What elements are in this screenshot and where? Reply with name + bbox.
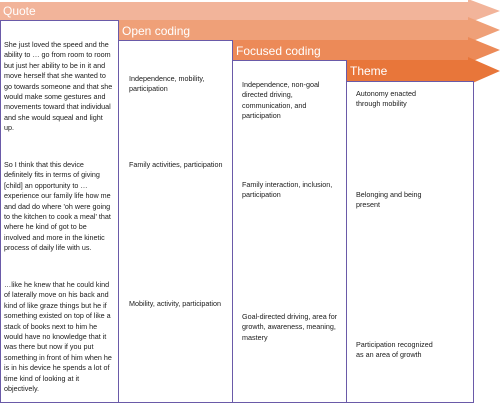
open-coding-cell: Independence, mobility, participation (129, 74, 205, 94)
theme-header: Theme (350, 64, 388, 78)
quote-cell: …like he knew that he could kind of laterally move on his back and kind of like graze things but he if something existed on top of like a stack of books next to him he would have no knowledge that it was there but now if you put something in front of him when he is in his device he spends a lot of time kind of looking at it objectively. (4, 280, 112, 394)
theme-cell: Belonging and being present (356, 190, 422, 210)
focused-coding-cell: Goal-directed driving, area for growth, awareness, meaning, mastery (242, 312, 338, 342)
open-coding-cell: Family activities, participation (129, 160, 223, 169)
quote-cell: She just loved the speed and the ability to … go from room to room but just her ability to be in it and move herself that she wanted to go towards someone and that she would make some gestures and movements toward that individual and she would squeal and light up. (4, 40, 113, 133)
focused-coding-cell: Family interaction, inclusion, participation (242, 180, 333, 200)
quote-header: Quote (3, 4, 36, 18)
open-coding-header: Open coding (122, 24, 191, 38)
focused-coding-header: Focused coding (236, 44, 321, 58)
quote-cell: So I think that this device definitely fits in terms of giving [child] an opportunity to … experience our family life how me and dad do where 'oh were going to the kitchen to cook a meal' that where he kind of got to be involved and more in the kinetic process of daily life with us. (4, 160, 111, 253)
theme-cell: Autonomy enacted through mobility (356, 89, 416, 109)
focused-coding-cell: Independence, non-goal directed driving, communication, and participation (242, 80, 320, 121)
theme-cell: Participation recognized as an area of growth (356, 340, 433, 360)
open-coding-cell: Mobility, activity, participation (129, 299, 222, 308)
